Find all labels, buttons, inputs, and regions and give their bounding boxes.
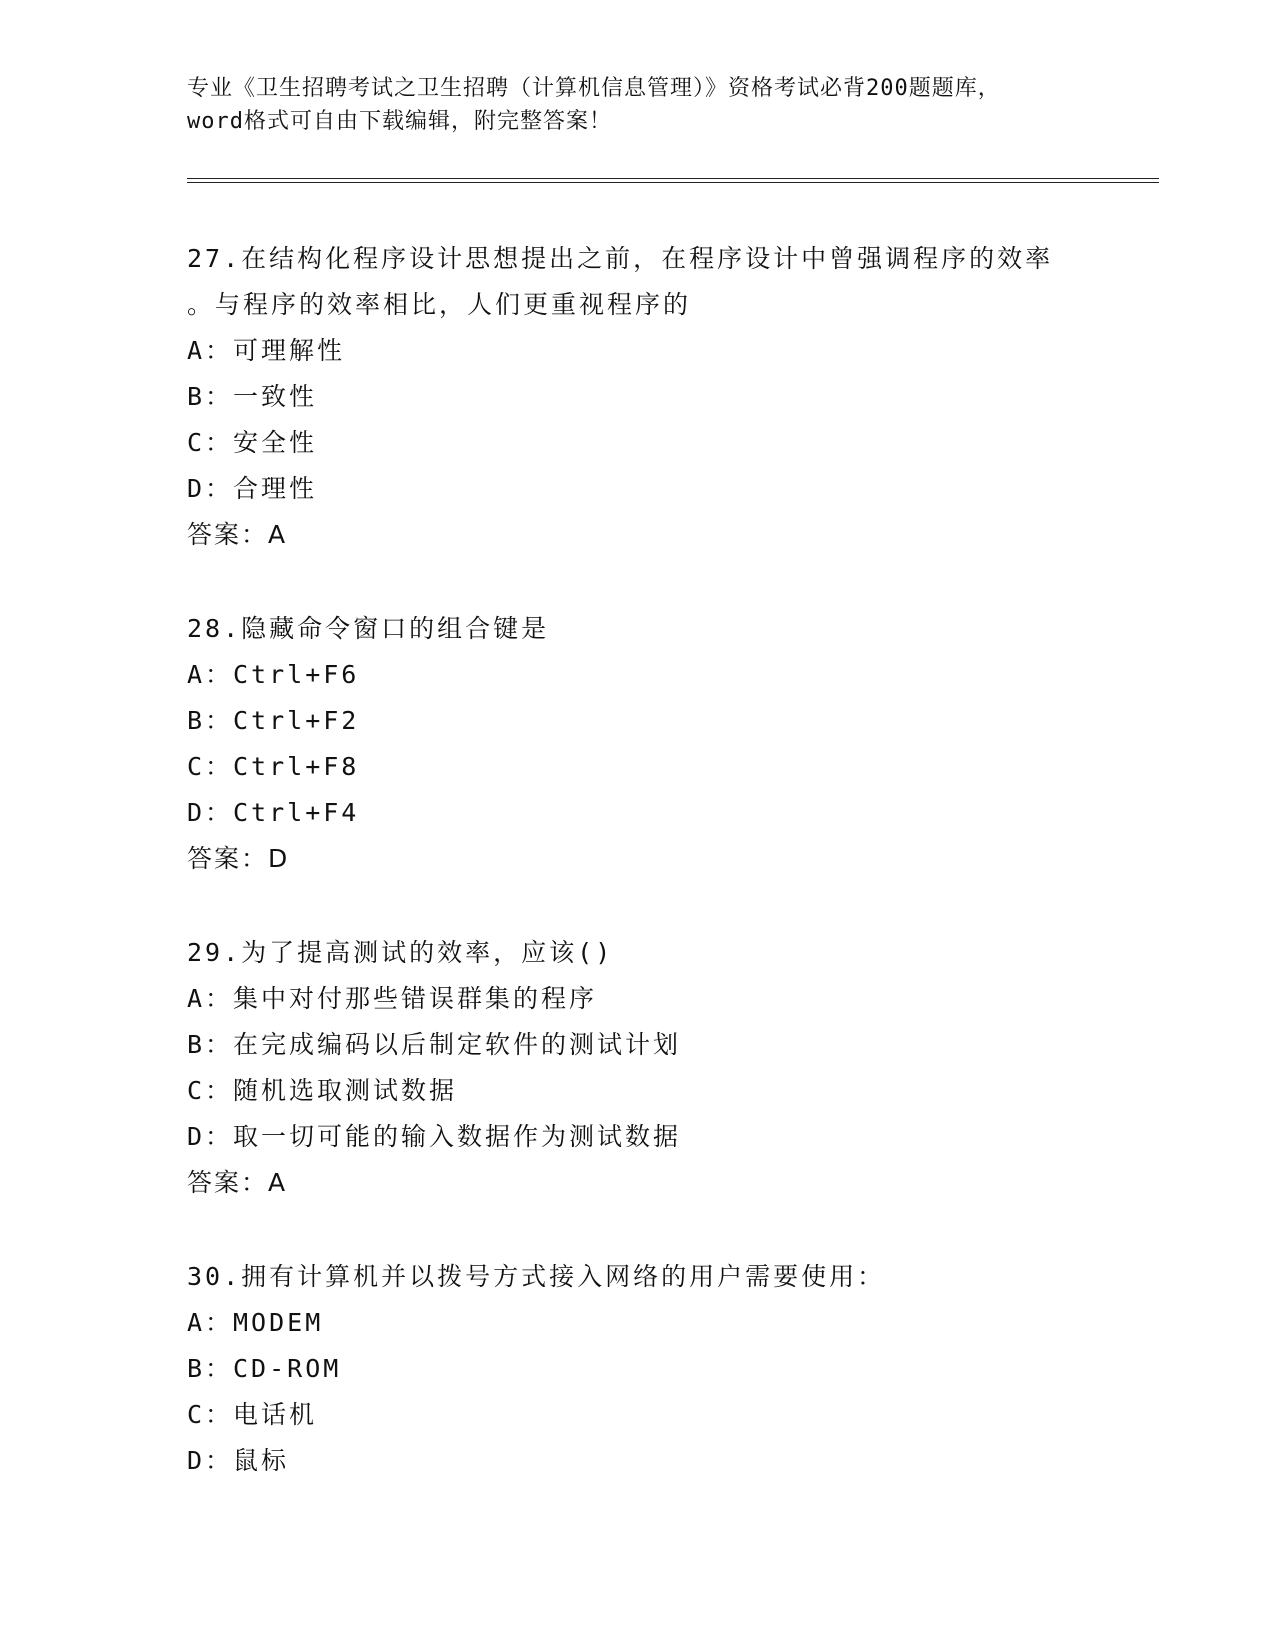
question-list xyxy=(187,236,1087,1532)
question-27 xyxy=(187,236,1087,558)
question-stem: 27.在结构化程序设计思想提出之前，在程序设计中曾强调程序的效率 xyxy=(187,244,1054,273)
option-d xyxy=(187,1114,1087,1160)
option-letter: D： xyxy=(187,1446,234,1475)
option-text: MODEM xyxy=(233,1308,324,1337)
option-letter: C： xyxy=(187,428,234,457)
option-d xyxy=(187,466,1087,512)
option-text: 鼠标 xyxy=(233,1446,290,1475)
answer-line: 答案：A xyxy=(187,520,288,549)
option-c xyxy=(187,744,1087,790)
option-text: Ctrl+F2 xyxy=(233,706,360,735)
option-text: 一致性 xyxy=(233,382,318,411)
option-text: CD-ROM xyxy=(233,1354,342,1383)
option-d xyxy=(187,790,1087,836)
option-c xyxy=(187,420,1087,466)
option-text: 安全性 xyxy=(233,428,318,457)
option-text: 在完成编码以后制定软件的测试计划 xyxy=(233,1030,682,1059)
option-text: 集中对付那些错误群集的程序 xyxy=(233,984,598,1013)
question-stem: 28.隐藏命令窗口的组合键是 xyxy=(187,614,550,643)
question-stem: 29.为了提高测试的效率，应该() xyxy=(187,938,614,967)
option-text: 电话机 xyxy=(233,1400,318,1429)
option-c xyxy=(187,1392,1087,1438)
question-stem: 30.拥有计算机并以拨号方式接入网络的用户需要使用： xyxy=(187,1262,886,1291)
answer-line: 答案：D xyxy=(187,844,290,873)
header-line-2: word格式可自由下载编辑，附完整答案！ xyxy=(187,109,612,134)
option-letter: D： xyxy=(187,1122,234,1151)
option-letter: B： xyxy=(187,706,234,735)
option-letter: C： xyxy=(187,752,234,781)
option-b xyxy=(187,1346,1087,1392)
option-text: Ctrl+F8 xyxy=(233,752,360,781)
option-letter: A： xyxy=(187,1308,234,1337)
option-letter: A： xyxy=(187,984,234,1013)
option-b xyxy=(187,374,1087,420)
option-a xyxy=(187,652,1087,698)
option-text: 可理解性 xyxy=(233,336,346,365)
header-line-1: 专业《卫生招聘考试之卫生招聘（计算机信息管理）》资格考试必背200题题库， xyxy=(187,76,1001,101)
option-letter: A： xyxy=(187,336,234,365)
option-letter: C： xyxy=(187,1076,234,1105)
document-header xyxy=(187,72,1087,138)
option-letter: C： xyxy=(187,1400,234,1429)
option-a xyxy=(187,1300,1087,1346)
option-text: 随机选取测试数据 xyxy=(233,1076,458,1105)
option-letter: D： xyxy=(187,474,234,503)
option-a xyxy=(187,976,1087,1022)
option-text: Ctrl+F4 xyxy=(233,798,360,827)
answer-line: 答案：A xyxy=(187,1168,288,1197)
option-a xyxy=(187,328,1087,374)
option-b xyxy=(187,1022,1087,1068)
option-letter: B： xyxy=(187,1030,234,1059)
question-stem-continued: 。与程序的效率相比，人们更重视程序的 xyxy=(187,290,692,319)
question-30 xyxy=(187,1254,1087,1484)
option-letter: B： xyxy=(187,1354,234,1383)
option-text: 合理性 xyxy=(233,474,318,503)
option-b xyxy=(187,698,1087,744)
option-d xyxy=(187,1438,1087,1484)
question-28 xyxy=(187,606,1087,882)
option-letter: D： xyxy=(187,798,234,827)
option-text: 取一切可能的输入数据作为测试数据 xyxy=(233,1122,682,1151)
option-letter: B： xyxy=(187,382,234,411)
option-text: Ctrl+F6 xyxy=(233,660,360,689)
header-divider xyxy=(187,178,1159,183)
question-29 xyxy=(187,930,1087,1206)
option-c xyxy=(187,1068,1087,1114)
option-letter: A： xyxy=(187,660,234,689)
